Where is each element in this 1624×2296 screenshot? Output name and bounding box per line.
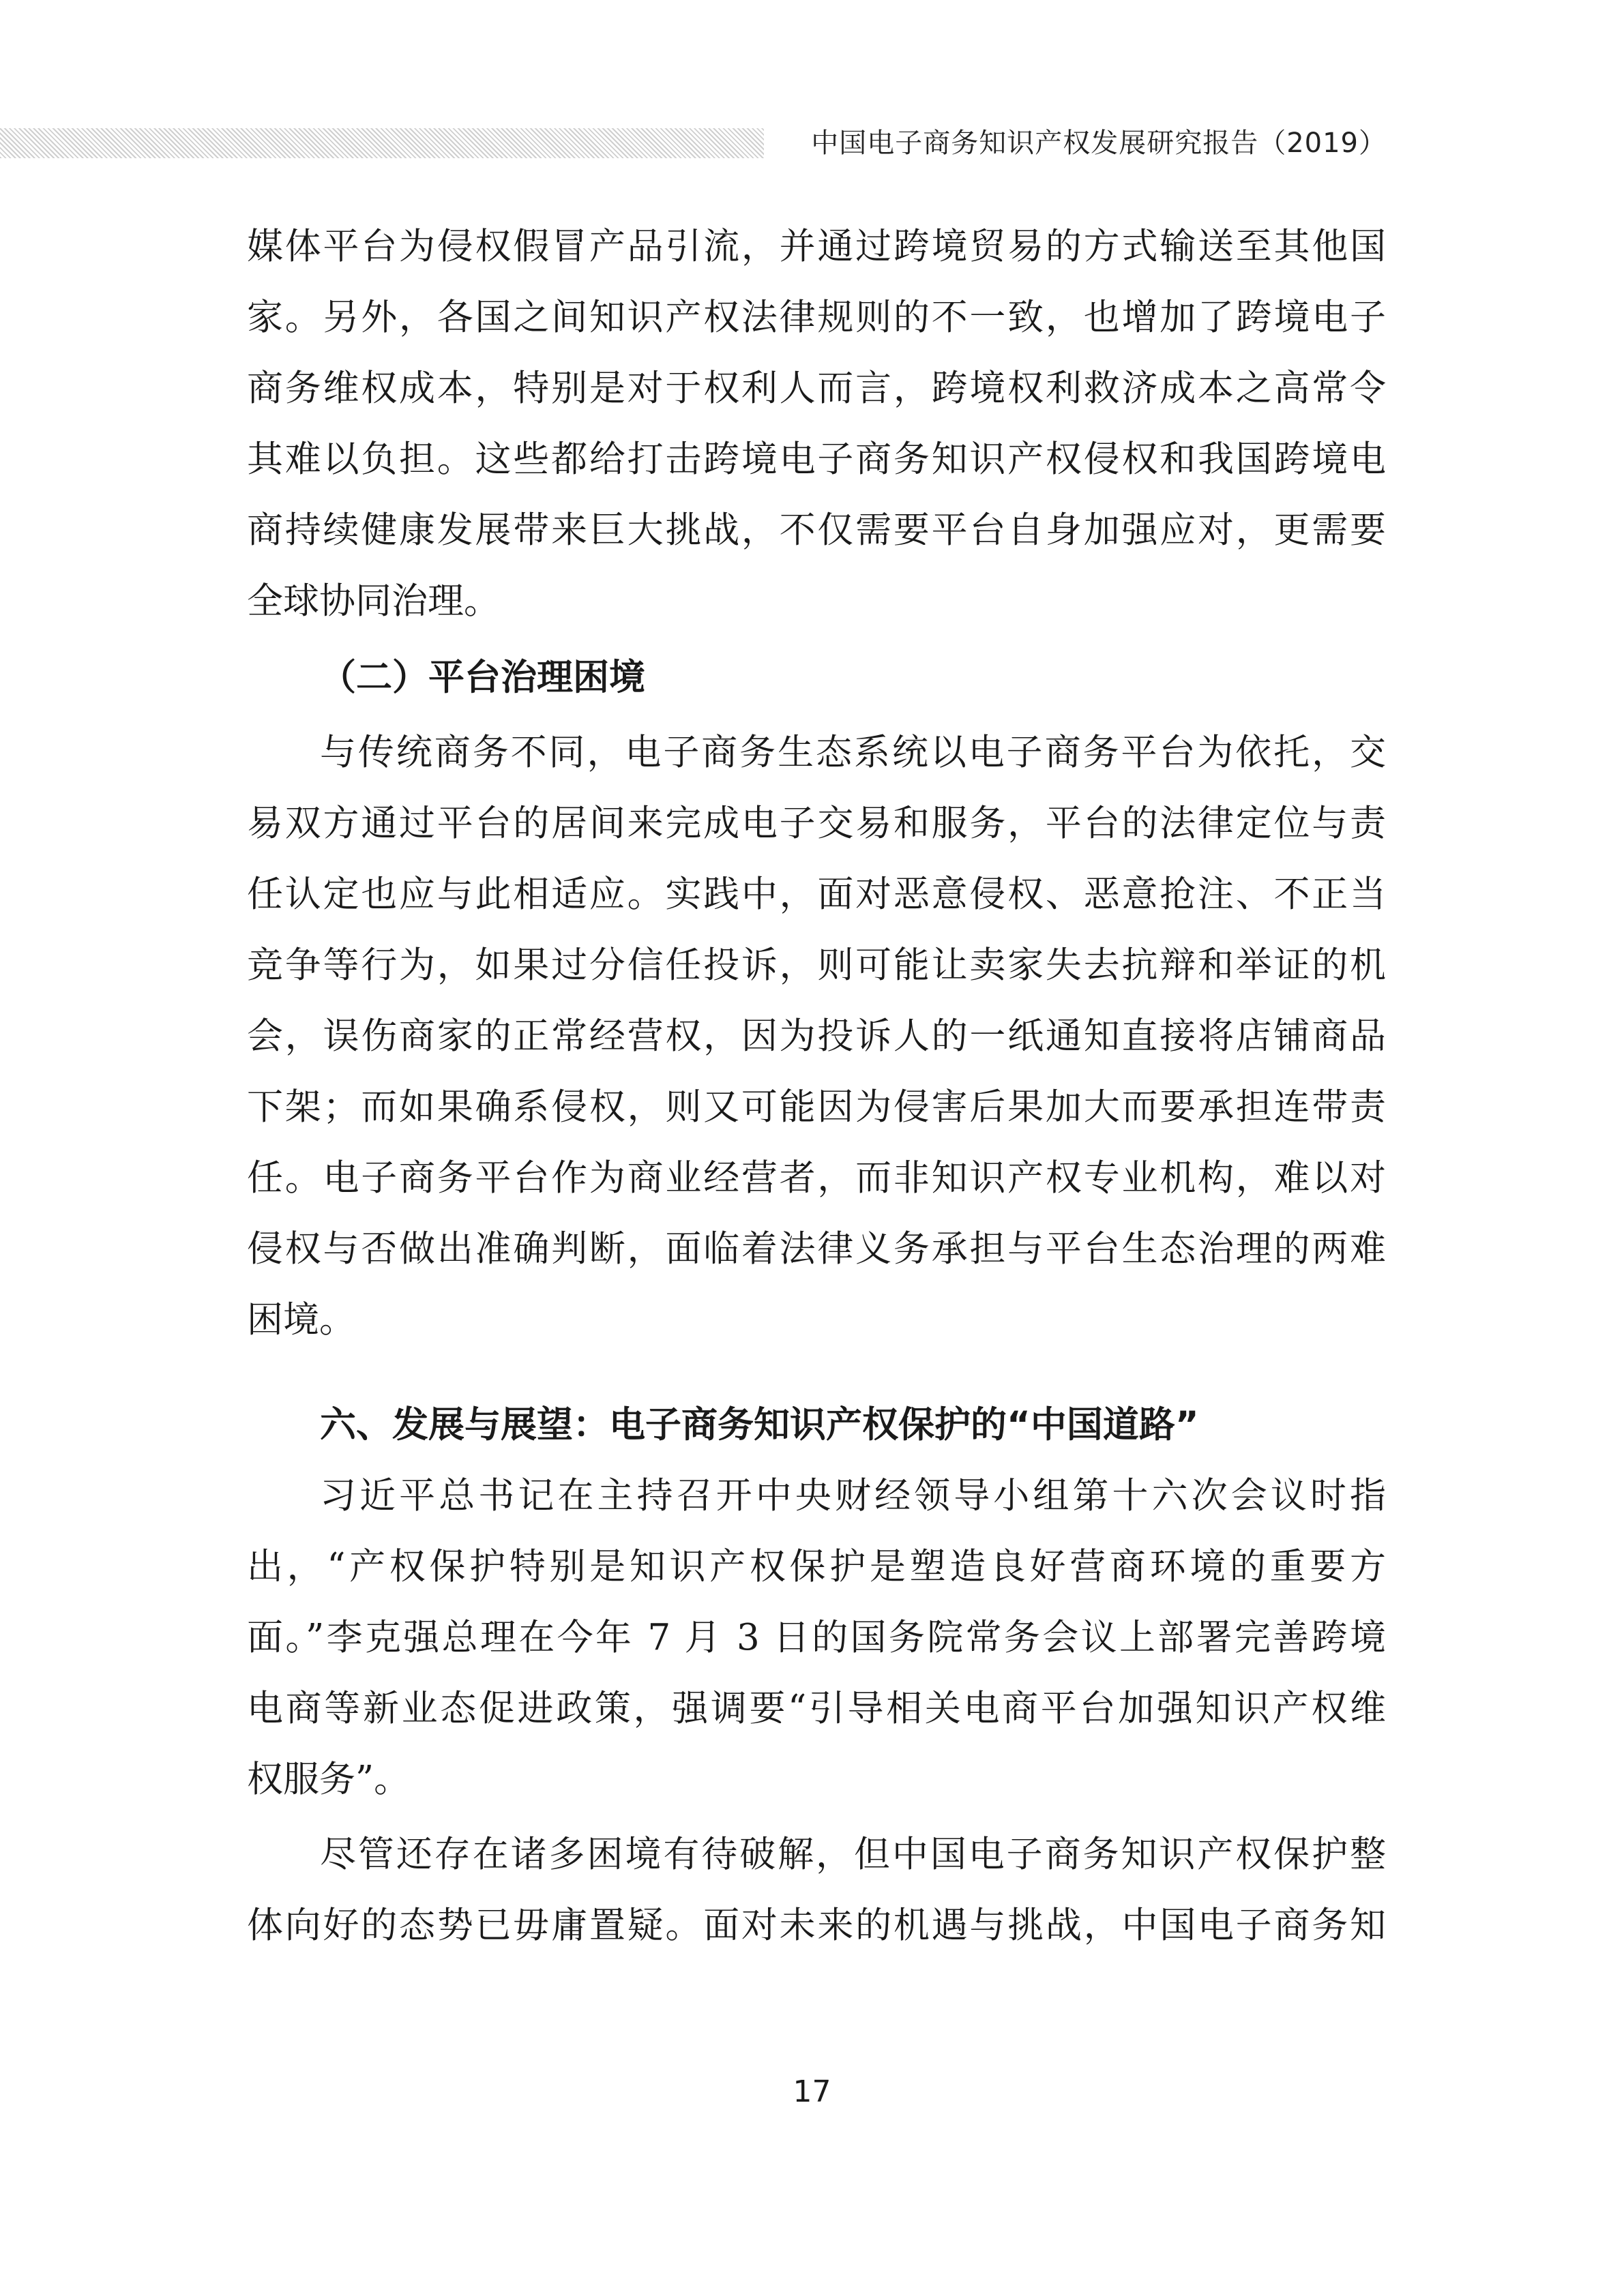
text-line: 任认定也应与此相适应。实践中，面对恶意侵权、恶意抢注、不正当 [247, 874, 1386, 915]
page-number: 17 [793, 2074, 831, 2109]
text-line: 商持续健康发展带来巨大挑战，不仅需要平台自身加强应对，更需要 [247, 509, 1386, 551]
section-heading: 六、发展与展望：电子商务知识产权保护的“中国道路” [320, 1404, 1199, 1446]
text-line: 下架；而如果确系侵权，则又可能因为侵害后果加大而要承担连带责 [247, 1086, 1386, 1128]
text-line: 易双方通过平台的居间来完成电子交易和服务，平台的法律定位与责 [247, 803, 1386, 844]
paragraph-platform-governance [247, 717, 1386, 1356]
paragraph-outlook [247, 1819, 1386, 1961]
text-line: 家。另外，各国之间知识产权法律规则的不一致，也增加了跨境电子 [247, 297, 1386, 338]
text-line: 尽管还存在诸多困境有待破解，但中国电子商务知识产权保护整 [320, 1834, 1386, 1875]
paragraph-cross-border [247, 211, 1386, 637]
text-line: 竞争等行为，如果过分信任投诉，则可能让卖家失去抗辩和举证的机 [247, 944, 1386, 986]
paragraph-policy [247, 1461, 1386, 1815]
running-header-title: 中国电子商务知识产权发展研究报告（2019） [811, 128, 1387, 159]
text-line: 媒体平台为侵权假冒产品引流，并通过跨境贸易的方式输送至其他国 [247, 226, 1386, 267]
text-line: 会，误伤商家的正常经营权，因为投诉人的一纸通知直接将店铺商品 [247, 1015, 1386, 1057]
text-line: 任。电子商务平台作为商业经营者，而非知识产权专业机构，难以对 [247, 1157, 1386, 1199]
page-body [247, 211, 1386, 1961]
text-line: 侵权与否做出准确判断，面临着法律义务承担与平台生态治理的两难 [247, 1228, 1386, 1270]
text-line: 体向好的态势已毋庸置疑。面对未来的机遇与挑战，中国电子商务知 [247, 1905, 1386, 1946]
subsection-heading: （二）平台治理困境 [320, 657, 645, 698]
text-line: 全球协同治理。 [247, 580, 500, 622]
text-line: 与传统商务不同，电子商务生态系统以电子商务平台为依托，交 [320, 732, 1386, 773]
text-line: 出，“产权保护特别是知识产权保护是塑造良好营商环境的重要方 [247, 1546, 1386, 1587]
text-line: 面。”李克强总理在今年 7 月 3 日的国务院常务会议上部署完善跨境 [247, 1617, 1386, 1658]
text-line: 商务维权成本，特别是对于权利人而言，跨境权利救济成本之高常令 [247, 368, 1386, 409]
text-line: 习近平总书记在主持召开中央财经领导小组第十六次会议时指 [320, 1475, 1386, 1517]
text-line: 权服务”。 [247, 1759, 411, 1800]
text-line: 困境。 [247, 1299, 355, 1341]
header-decorative-band [0, 128, 764, 158]
text-line: 电商等新业态促进政策，强调要“引导相关电商平台加强知识产权维 [247, 1688, 1386, 1729]
text-line: 其难以负担。这些都给打击跨境电子商务知识产权侵权和我国跨境电 [247, 438, 1386, 480]
